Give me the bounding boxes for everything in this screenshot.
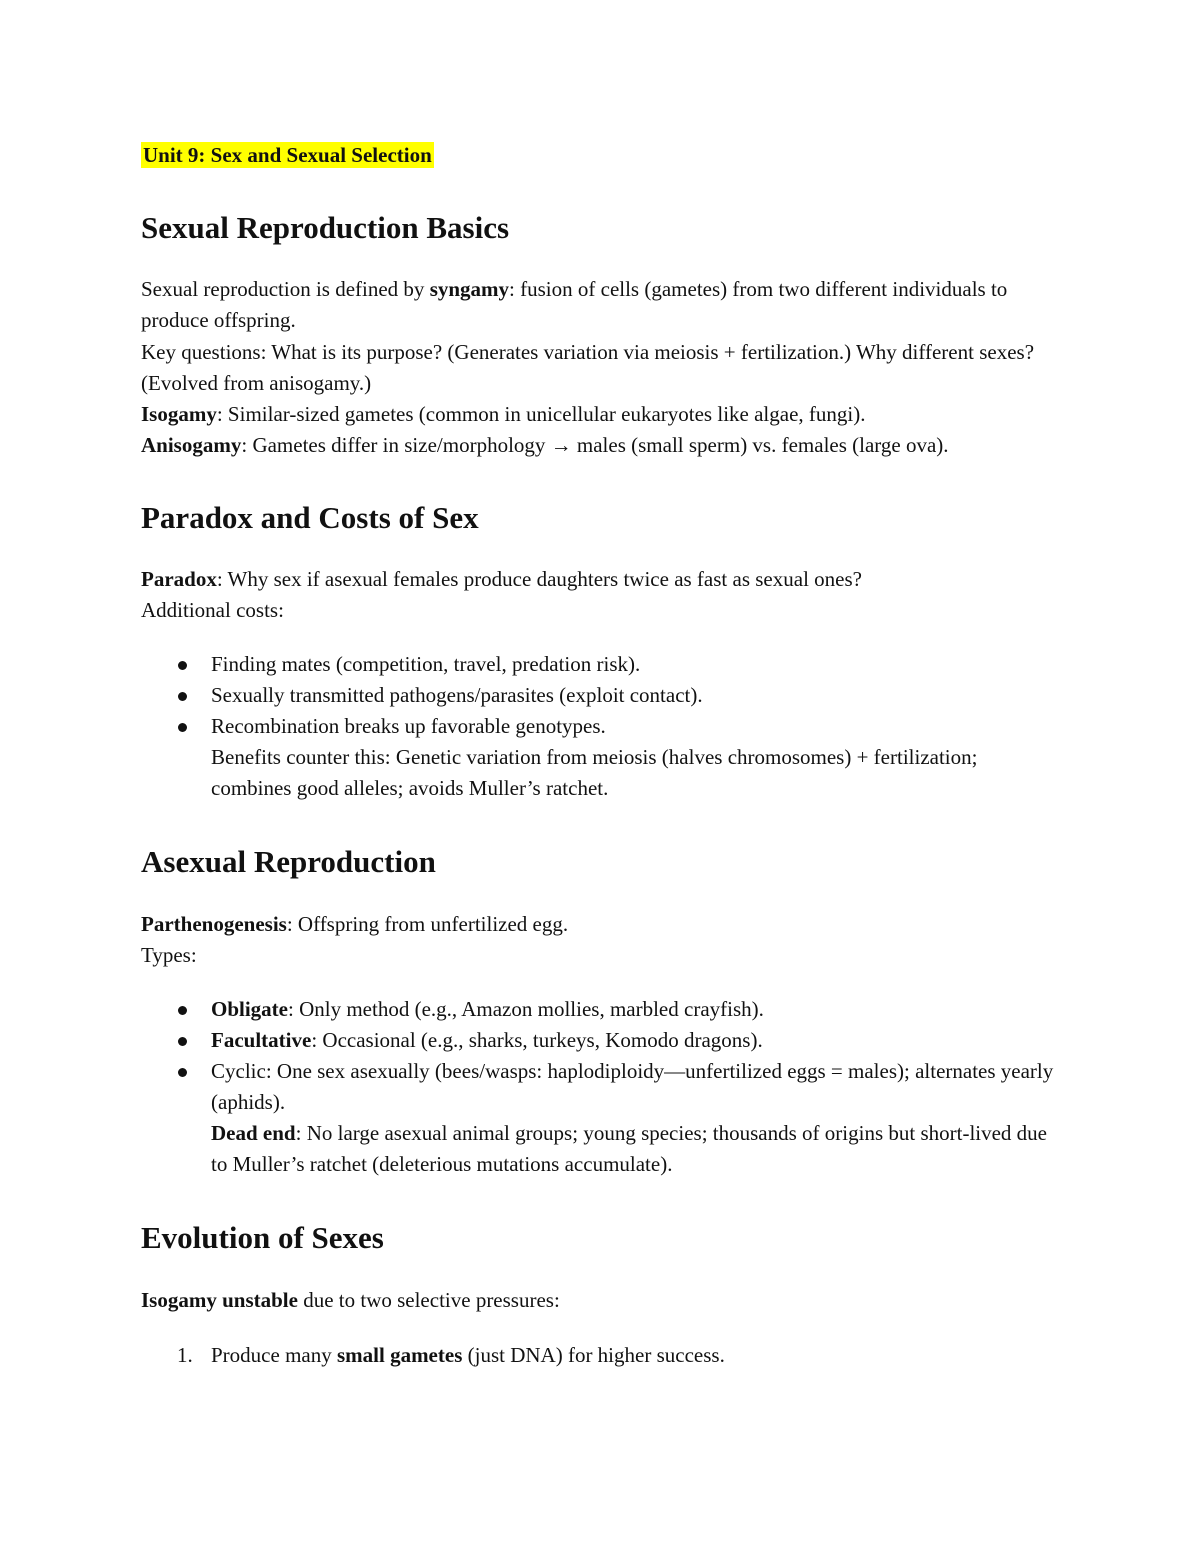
list-item: Sexually transmitted pathogens/parasites (exploit contact). [211, 680, 1061, 711]
paragraph-paradox: Paradox: Why sex if asexual females produce daughters twice as fast as sexual ones? [141, 567, 862, 591]
paragraph-key-questions: Key questions: What is its purpose? (Generates variation via meiosis + fertilization.) Why different sexes? (Evolved from anisogamy.) [141, 340, 1035, 395]
list-item: Facultative: Occasional (e.g., sharks, turkeys, Komodo dragons). [211, 1025, 1061, 1056]
list-item: Recombination breaks up favorable genotypes. Benefits counter this: Genetic variation from meiosis (halves chromosomes) + fertilization; combines good alleles; avoids Muller’s ratchet. [211, 711, 1061, 804]
paragraph-syngamy: Sexual reproduction is defined by syngamy: fusion of cells (gametes) from two different individuals to produce offspring. [141, 277, 1008, 332]
paragraph-additional-costs: Additional costs: [141, 598, 284, 622]
paragraph-types: Types: [141, 943, 197, 967]
dead-end-text: Dead end: No large asexual animal groups; young species; thousands of origins but short-lived due to Muller’s ratchet (deleterious mutations accumulate). [211, 1121, 1048, 1176]
paragraph-isogamy: Isogamy: Similar-sized gametes (common in unicellular eukaryotes like algae, fungi). [141, 402, 866, 426]
list-item: 1. Produce many small gametes (just DNA) for higher success. [177, 1343, 725, 1367]
heading-asexual-reproduction: Asexual Reproduction [141, 844, 436, 879]
paragraph-anisogamy: Anisogamy: Gametes differ in size/morphology → males (small sperm) vs. females (large ova). [141, 433, 949, 457]
unit-title: Unit 9: Sex and Sexual Selection [143, 143, 432, 167]
heading-evolution-of-sexes: Evolution of Sexes [141, 1220, 384, 1255]
list-item: Obligate: Only method (e.g., Amazon mollies, marbled crayfish). [211, 994, 1061, 1025]
benefits-text: Benefits counter this: Genetic variation from meiosis (halves chromosomes) + fertilization; combines good alleles; avoids Muller’s ratchet. [211, 745, 978, 800]
pressures-list [141, 1340, 1061, 1371]
paragraph-parthenogenesis: Parthenogenesis: Offspring from unfertilized egg. [141, 912, 569, 936]
list-item: Cyclic: One sex asexually (bees/wasps: haplodiploidy—unfertilized eggs = males); alternates yearly (aphids). Dead end: No large asexual animal groups; young species; thousands of origins but short-lived due to Muller’s ratchet (deleterious mutations accumulate). [211, 1056, 1061, 1180]
list-item: Finding mates (competition, travel, predation risk). [211, 649, 1061, 680]
costs-list [141, 649, 1061, 804]
paragraph-isogamy-unstable: Isogamy unstable due to two selective pressures: [141, 1288, 560, 1312]
types-list [141, 994, 1061, 1180]
heading-sexual-reproduction-basics: Sexual Reproduction Basics [141, 210, 510, 245]
heading-paradox-costs: Paradox and Costs of Sex [141, 500, 479, 535]
